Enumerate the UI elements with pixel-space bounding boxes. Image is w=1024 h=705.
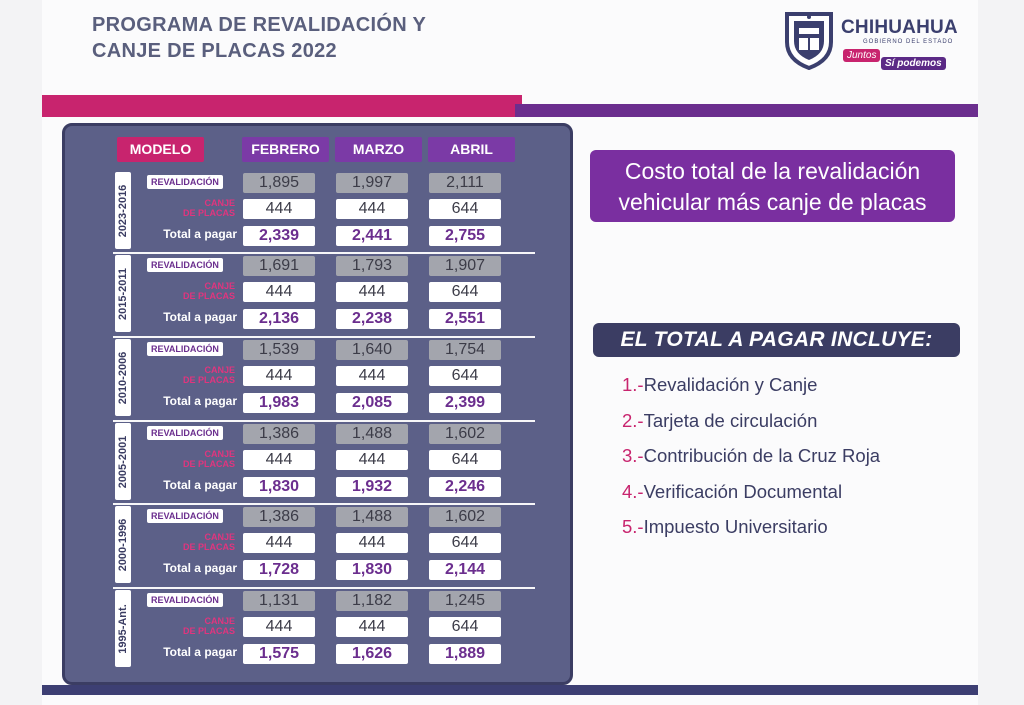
incluye-heading: EL TOTAL A PAGAR INCLUYE: [593, 323, 960, 357]
total-cell: 1,575 [243, 644, 315, 664]
canje-cell: 444 [336, 366, 408, 386]
total-label: Total a pagar [163, 645, 237, 659]
total-cell: 1,830 [243, 477, 315, 497]
canje-cell: 444 [243, 450, 315, 470]
total-cell: 2,551 [429, 309, 501, 329]
canje-cell: 444 [336, 199, 408, 219]
total-cell: 2,441 [336, 226, 408, 246]
total-label: Total a pagar [163, 478, 237, 492]
group-separator [113, 252, 535, 254]
revalidacion-cell: 2,111 [429, 173, 501, 193]
costo-line-2: vehicular más canje de placas [618, 189, 927, 215]
revalidacion-cell: 1,602 [429, 507, 501, 527]
model-group [65, 253, 491, 334]
revalidacion-cell: 1,895 [243, 173, 315, 193]
canje-label: CANJE DE PLACAS [182, 449, 235, 469]
total-cell: 2,144 [429, 560, 501, 580]
coat-of-arms-icon [783, 8, 835, 70]
list-item: 3.-Contribución de la Cruz Roja [622, 445, 881, 466]
canje-cell: 444 [243, 533, 315, 553]
header-marzo: MARZO [335, 137, 422, 162]
canje-cell: 444 [243, 366, 315, 386]
canje-cell: 644 [429, 199, 501, 219]
revalidacion-cell: 1,793 [336, 256, 408, 276]
revalidacion-cell: 1,488 [336, 507, 408, 527]
total-cell: 2,238 [336, 309, 408, 329]
canje-cell: 644 [429, 282, 501, 302]
title-line-2: CANJE DE PLACAS 2022 [92, 40, 337, 62]
model-years: 2023-2016 [115, 172, 131, 249]
total-cell: 1,626 [336, 644, 408, 664]
list-item: 2.-Tarjeta de circulación [622, 409, 818, 431]
revalidacion-cell: 1,182 [336, 591, 408, 611]
canje-label: CANJE DE PLACAS [182, 616, 235, 636]
revalidacion-label: REVALIDACIÓN [147, 258, 223, 272]
revalidacion-cell: 1,131 [243, 591, 315, 611]
canje-label: CANJE DE PLACAS [182, 281, 235, 301]
model-group [65, 170, 491, 251]
group-separator [113, 336, 535, 338]
model-group [65, 421, 491, 502]
total-cell: 2,085 [336, 393, 408, 413]
canje-cell: 444 [243, 617, 315, 637]
header-febrero: FEBRERO [242, 137, 329, 162]
model-years: 2015-2011 [115, 255, 131, 332]
revalidacion-cell: 1,386 [243, 424, 315, 444]
bottom-bar [42, 685, 978, 695]
title-line-1: PROGRAMA DE REVALIDACIÓN Y [92, 14, 427, 36]
canje-cell: 444 [336, 282, 408, 302]
model-group [65, 504, 491, 585]
total-cell: 1,728 [243, 560, 315, 580]
pink-header-bar [42, 95, 522, 117]
list-item: 5.-Impuesto Universitario [622, 516, 828, 537]
revalidacion-cell: 1,245 [429, 591, 501, 611]
incluye-list [622, 372, 880, 550]
revalidacion-label: REVALIDACIÓN [147, 593, 223, 607]
canje-label: CANJE DE PLACAS [182, 365, 235, 385]
total-cell: 2,755 [429, 226, 501, 246]
price-table [62, 123, 573, 685]
canje-cell: 644 [429, 450, 501, 470]
header-modelo: MODELO [117, 137, 204, 162]
revalidacion-cell: 1,386 [243, 507, 315, 527]
logo-name: CHIHUAHUA [841, 17, 958, 38]
total-label: Total a pagar [163, 310, 237, 324]
model-years: 2000-1996 [115, 506, 131, 583]
revalidacion-cell: 1,640 [336, 340, 408, 360]
canje-cell: 644 [429, 617, 501, 637]
list-item: 1.-Revalidación y Canje [622, 374, 818, 395]
canje-cell: 644 [429, 533, 501, 553]
canje-cell: 444 [243, 282, 315, 302]
total-cell: 2,246 [429, 477, 501, 497]
revalidacion-cell: 1,691 [243, 256, 315, 276]
revalidacion-cell: 1,754 [429, 340, 501, 360]
total-cell: 2,136 [243, 309, 315, 329]
canje-cell: 444 [336, 450, 408, 470]
total-label: Total a pagar [163, 227, 237, 241]
revalidacion-label: REVALIDACIÓN [147, 342, 223, 356]
group-separator [113, 587, 535, 589]
total-cell: 1,932 [336, 477, 408, 497]
logo-slogan-1: Juntos [843, 49, 880, 62]
total-cell: 1,889 [429, 644, 501, 664]
model-years: 2005-2001 [115, 423, 131, 500]
total-cell: 1,830 [336, 560, 408, 580]
costo-line-1: Costo total de la revalidación [624, 158, 921, 184]
total-label: Total a pagar [163, 394, 237, 408]
purple-header-bar [515, 104, 978, 117]
model-group [65, 588, 491, 669]
group-separator [113, 503, 535, 505]
revalidacion-label: REVALIDACIÓN [147, 509, 223, 523]
chihuahua-logo [783, 8, 963, 72]
model-group [65, 337, 491, 418]
canje-cell: 444 [336, 533, 408, 553]
revalidacion-cell: 1,997 [336, 173, 408, 193]
list-item: 4.-Verificación Documental [622, 480, 843, 502]
total-label: Total a pagar [163, 561, 237, 575]
revalidacion-cell: 1,488 [336, 424, 408, 444]
logo-slogan-2: Sí podemos [881, 57, 946, 70]
total-cell: 1,983 [243, 393, 315, 413]
revalidacion-label: REVALIDACIÓN [147, 175, 223, 189]
header-abril: ABRIL [428, 137, 515, 162]
group-separator [113, 420, 535, 422]
total-cell: 2,339 [243, 226, 315, 246]
model-years: 1995-Ant. [115, 590, 131, 667]
page-title [92, 12, 426, 64]
canje-label: CANJE DE PLACAS [182, 532, 235, 552]
canje-cell: 444 [336, 617, 408, 637]
model-years: 2010-2006 [115, 339, 131, 416]
revalidacion-cell: 1,539 [243, 340, 315, 360]
canje-cell: 444 [243, 199, 315, 219]
costo-total-banner [590, 150, 955, 222]
revalidacion-cell: 1,602 [429, 424, 501, 444]
revalidacion-cell: 1,907 [429, 256, 501, 276]
revalidacion-label: REVALIDACIÓN [147, 426, 223, 440]
canje-label: CANJE DE PLACAS [182, 198, 235, 218]
logo-subtitle: GOBIERNO DEL ESTADO [863, 39, 954, 45]
total-cell: 2,399 [429, 393, 501, 413]
canje-cell: 644 [429, 366, 501, 386]
